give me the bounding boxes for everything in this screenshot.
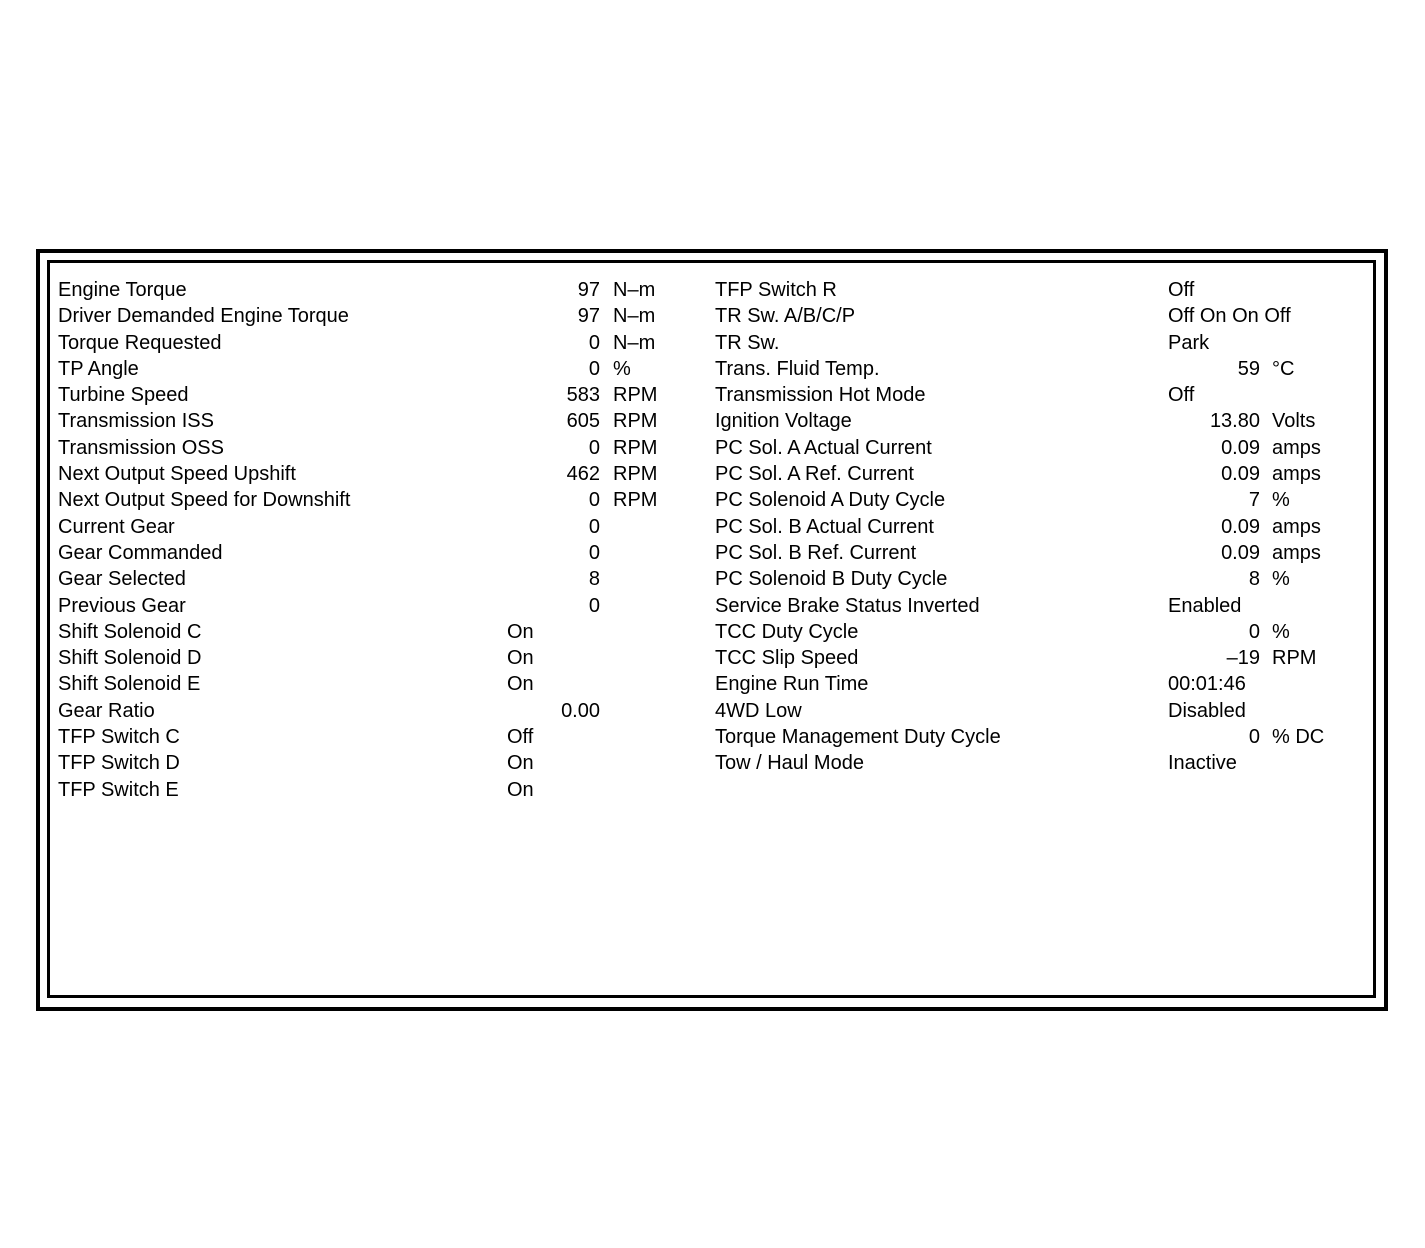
param-row [58, 777, 657, 803]
param-value: 59 [1237, 357, 1260, 380]
param-unit [1272, 277, 1324, 303]
param-unit [1272, 698, 1324, 724]
param-row [58, 566, 657, 592]
param-unit: RPM [613, 410, 658, 433]
param-row [58, 435, 657, 461]
param-value: 0 [588, 515, 600, 538]
param-label: PC Solenoid A Duty Cycle [715, 489, 946, 512]
param-value: 0.09 [1221, 515, 1260, 538]
param-unit [613, 514, 657, 540]
param-unit [613, 724, 657, 750]
param-value: Off On On Off [1168, 305, 1291, 328]
param-row [715, 750, 1324, 776]
param-label: Previous Gear [58, 594, 186, 617]
param-unit [1272, 671, 1324, 697]
param-label: TP Angle [58, 357, 139, 380]
param-value: 0 [1248, 726, 1260, 749]
param-label: Gear Commanded [58, 541, 223, 564]
param-value: 605 [566, 410, 600, 433]
param-value: 0 [588, 489, 600, 512]
param-unit: N–m [613, 279, 656, 301]
param-value: 0.00 [561, 699, 600, 722]
param-value: On [507, 752, 534, 775]
param-row [715, 303, 1324, 329]
param-value: 97 [577, 279, 600, 301]
param-value: 0.09 [1221, 436, 1260, 459]
param-unit [613, 750, 657, 776]
param-label: Tow / Haul Mode [715, 752, 864, 775]
param-row [58, 645, 657, 671]
param-value: 8 [1248, 568, 1260, 591]
param-row [715, 698, 1324, 724]
param-row [58, 382, 657, 408]
param-label: Transmission Hot Mode [715, 384, 926, 407]
param-label: Torque Requested [58, 331, 222, 354]
param-unit [613, 777, 657, 803]
param-label: 4WD Low [715, 699, 802, 722]
param-row [715, 461, 1324, 487]
param-label: TR Sw. [715, 331, 780, 354]
param-value: Enabled [1168, 594, 1242, 617]
param-value: 0 [588, 436, 600, 459]
param-row [58, 698, 657, 724]
param-label: Shift Solenoid D [58, 647, 202, 670]
param-unit: RPM [613, 463, 658, 486]
param-unit: RPM [613, 436, 658, 459]
param-label: TFP Switch E [58, 778, 179, 801]
param-value: 97 [577, 305, 600, 328]
param-row [715, 540, 1324, 566]
param-unit [1272, 382, 1324, 408]
param-row [58, 487, 657, 513]
param-row [715, 645, 1324, 671]
param-row [715, 619, 1324, 645]
param-label: Transmission OSS [58, 436, 224, 459]
param-label: Current Gear [58, 515, 175, 538]
param-value: On [507, 778, 534, 801]
param-value: 0.09 [1221, 541, 1260, 564]
param-label: Turbine Speed [58, 384, 189, 407]
param-row [58, 540, 657, 566]
param-row [58, 408, 657, 434]
param-value: 462 [566, 463, 600, 486]
param-unit: RPM [613, 384, 658, 407]
param-value: Off [1168, 384, 1195, 407]
param-row [58, 671, 657, 697]
param-label: Trans. Fluid Temp. [715, 357, 880, 380]
param-value: Disabled [1168, 699, 1246, 722]
param-row [58, 461, 657, 487]
param-row [715, 671, 1324, 697]
param-value: 583 [566, 384, 600, 407]
param-value: 0 [588, 541, 600, 564]
param-row [58, 724, 657, 750]
param-row [715, 382, 1324, 408]
param-row [715, 514, 1324, 540]
param-unit [1272, 750, 1324, 776]
param-value: 0 [588, 594, 600, 617]
param-value: Off [1168, 279, 1195, 301]
param-value: On [507, 647, 534, 670]
param-unit: amps [1272, 463, 1321, 486]
param-label: PC Solenoid B Duty Cycle [715, 568, 948, 591]
param-value: 7 [1248, 489, 1260, 512]
param-row [58, 619, 657, 645]
param-unit [613, 698, 657, 724]
param-value: On [507, 673, 534, 696]
param-value: –19 [1226, 647, 1260, 670]
param-unit: N–m [613, 305, 656, 328]
param-unit: RPM [613, 489, 658, 512]
param-row [58, 330, 657, 356]
param-label: TCC Slip Speed [715, 647, 859, 670]
param-value: 0 [1248, 620, 1260, 643]
param-label: Engine Run Time [715, 673, 869, 696]
param-label: Driver Demanded Engine Torque [58, 305, 349, 328]
param-row [58, 593, 657, 619]
param-row [715, 330, 1324, 356]
param-row [715, 277, 1324, 303]
param-row [715, 724, 1324, 750]
param-label: PC Sol. A Ref. Current [715, 463, 914, 486]
param-label: TFP Switch C [58, 726, 180, 749]
param-label: PC Sol. B Actual Current [715, 515, 934, 538]
param-unit: % [1272, 620, 1290, 643]
param-unit [613, 593, 657, 619]
parameter-column-left [58, 277, 657, 803]
param-unit [1272, 303, 1324, 329]
param-row [58, 356, 657, 382]
param-row [715, 487, 1324, 513]
param-value: 0.09 [1221, 463, 1260, 486]
param-value: Park [1168, 331, 1210, 354]
param-row [58, 277, 657, 303]
param-unit: amps [1272, 515, 1321, 538]
param-unit: % [1272, 568, 1290, 591]
param-label: Shift Solenoid C [58, 620, 202, 643]
param-row [58, 514, 657, 540]
param-label: Shift Solenoid E [58, 673, 201, 696]
param-unit: % [1272, 489, 1290, 512]
param-row [715, 566, 1324, 592]
param-label: Next Output Speed for Downshift [58, 489, 351, 512]
param-unit: °C [1272, 357, 1295, 380]
param-value: 8 [588, 568, 600, 591]
param-unit [613, 566, 657, 592]
param-value: 0 [588, 331, 600, 354]
param-label: TFP Switch R [715, 279, 837, 301]
param-unit [613, 671, 657, 697]
param-value: 00:01:46 [1168, 673, 1246, 696]
param-label: TFP Switch D [58, 752, 180, 775]
param-unit: amps [1272, 436, 1321, 459]
param-row [715, 408, 1324, 434]
param-label: PC Sol. B Ref. Current [715, 541, 917, 564]
param-row [715, 356, 1324, 382]
param-unit [1272, 593, 1324, 619]
param-label: Transmission ISS [58, 410, 214, 433]
param-label: Gear Ratio [58, 699, 155, 722]
param-unit: RPM [1272, 647, 1317, 670]
param-unit [613, 645, 657, 671]
param-unit: Volts [1272, 410, 1316, 433]
param-unit [613, 619, 657, 645]
param-unit: % [613, 357, 631, 380]
param-unit [613, 540, 657, 566]
param-label: PC Sol. A Actual Current [715, 436, 932, 459]
param-unit: % DC [1272, 726, 1325, 749]
param-value: Off [507, 726, 534, 749]
param-row [58, 750, 657, 776]
param-value: 13.80 [1209, 410, 1260, 433]
param-label: Gear Selected [58, 568, 186, 591]
param-unit: amps [1272, 541, 1321, 564]
param-row [715, 593, 1324, 619]
param-label: Engine Torque [58, 279, 187, 301]
param-row [58, 303, 657, 329]
param-value: Inactive [1168, 752, 1237, 775]
param-unit: N–m [613, 331, 656, 354]
param-label: Next Output Speed Upshift [58, 463, 296, 486]
param-unit [1272, 330, 1324, 356]
param-value: On [507, 620, 534, 643]
param-label: Service Brake Status Inverted [715, 594, 980, 617]
param-row [715, 435, 1324, 461]
param-label: Ignition Voltage [715, 410, 852, 433]
param-value: 0 [588, 357, 600, 380]
param-label: TCC Duty Cycle [715, 620, 859, 643]
param-label: TR Sw. A/B/C/P [715, 305, 856, 328]
parameter-column-right [715, 277, 1324, 777]
param-label: Torque Management Duty Cycle [715, 726, 1001, 749]
